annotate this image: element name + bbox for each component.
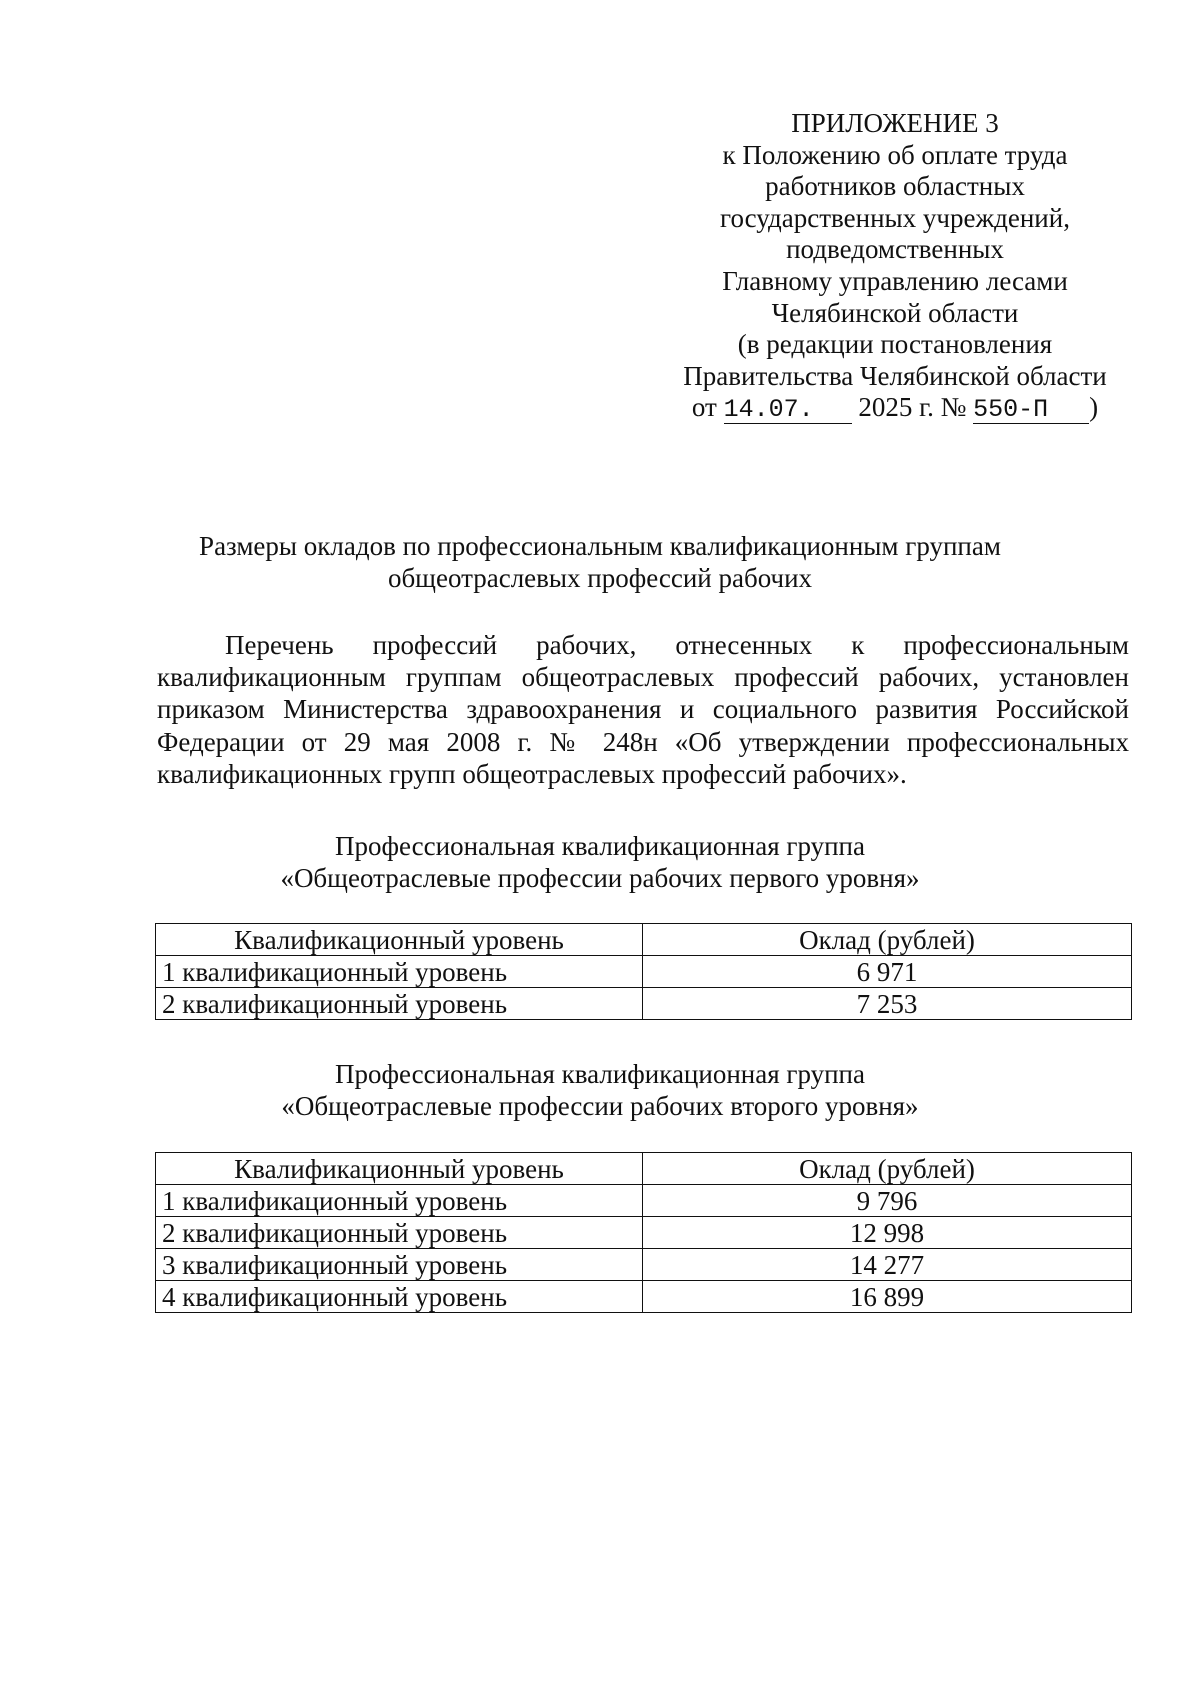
appendix-title: ПРИЛОЖЕНИЕ 3 (791, 108, 999, 138)
table-header-row (156, 924, 1132, 956)
salary-table-level-1 (155, 923, 1132, 1020)
appendix-line: Главному управлению лесами (722, 265, 1068, 296)
closing-paren: ) (1089, 392, 1099, 423)
group-1-title (100, 830, 1100, 894)
column-header-level: Квалификационный уровень (156, 924, 643, 956)
title-line-1: Размеры окладов по профессиональным квалификационным группам (199, 531, 1001, 561)
salary-cell: 14 277 (643, 1249, 1132, 1281)
number-field (973, 394, 1089, 424)
group-title-line-1: Профессиональная квалификационная группа (335, 1059, 865, 1089)
column-header-salary: Оклад (рублей) (643, 924, 1132, 956)
appendix-line: работников областных (765, 171, 1025, 202)
date-field (724, 394, 852, 424)
appendix-line: Правительства Челябинской области (683, 360, 1107, 391)
level-cell: 1 квалификационный уровень (156, 1185, 643, 1217)
column-header-salary: Оклад (рублей) (643, 1153, 1132, 1185)
appendix-line: к Положению об оплате труда (722, 139, 1068, 170)
level-cell: 4 квалификационный уровень (156, 1281, 643, 1313)
resolution-date-line (655, 392, 1135, 424)
table-row (156, 988, 1132, 1020)
document-title (100, 530, 1100, 594)
table-row (156, 1185, 1132, 1217)
salary-cell: 9 796 (643, 1185, 1132, 1217)
number-value: 550-П (973, 395, 1049, 425)
salary-cell: 12 998 (643, 1217, 1132, 1249)
salary-cell: 6 971 (643, 956, 1132, 988)
salary-table-level-2 (155, 1152, 1132, 1313)
group-title-line-2: «Общеотраслевые профессии рабочих второго уровня» (281, 1091, 919, 1121)
group-2-title (100, 1058, 1100, 1122)
salary-cell: 7 253 (643, 988, 1132, 1020)
table-row (156, 1217, 1132, 1249)
level-cell: 3 квалификационный уровень (156, 1249, 643, 1281)
appendix-line: подведомственных (786, 234, 1004, 265)
appendix-header (655, 108, 1135, 424)
table-header-row (156, 1153, 1132, 1185)
group-title-line-2: «Общеотраслевые профессии рабочих первого уровня» (280, 863, 920, 893)
table-row (156, 1281, 1132, 1313)
intro-paragraph: Перечень профессий рабочих, отнесенных к профессиональным квалификационным группам общеотраслевых профессий рабочих, установлен приказом Министерства здравоохранения и социального развития Российской Федерации от 29 мая 2008 г. № 248н «Об утверждении профессиональных квалификационных групп общеотраслевых профессий рабочих». (157, 630, 1129, 789)
year-text: 2025 г. № (858, 392, 967, 423)
table-row (156, 1249, 1132, 1281)
salary-cell: 16 899 (643, 1281, 1132, 1313)
level-cell: 2 квалификационный уровень (156, 988, 643, 1020)
level-cell: 1 квалификационный уровень (156, 956, 643, 988)
column-header-level: Квалификационный уровень (156, 1153, 643, 1185)
table-row (156, 956, 1132, 988)
appendix-line: государственных учреждений, (720, 202, 1070, 233)
date-prefix: от (691, 392, 717, 423)
level-cell: 2 квалификационный уровень (156, 1217, 643, 1249)
appendix-line: Челябинской области (771, 297, 1019, 328)
title-line-2: общеотраслевых профессий рабочих (387, 563, 813, 593)
date-value: 14.07. (723, 395, 814, 425)
group-title-line-1: Профессиональная квалификационная группа (335, 831, 865, 861)
appendix-line: (в редакции постановления (737, 329, 1053, 360)
